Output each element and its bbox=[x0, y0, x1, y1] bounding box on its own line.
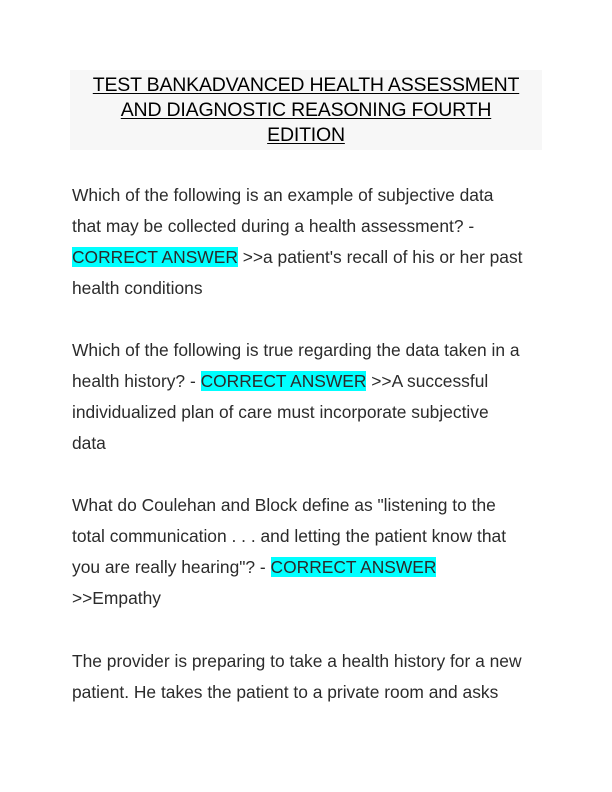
q4-line-2: patient. He takes the patient to a private room and asks bbox=[72, 682, 499, 702]
question-block-1 bbox=[72, 180, 552, 304]
q4-line-1: The provider is preparing to take a health history for a new bbox=[72, 651, 522, 671]
q3-line-2: total communication . . . and letting the patient know that bbox=[72, 526, 507, 546]
question-block-2 bbox=[72, 335, 552, 459]
q1-line-4: health conditions bbox=[72, 278, 203, 298]
correct-answer-highlight: CORRECT ANSWER bbox=[72, 247, 238, 267]
q3-question-end: you are really hearing"? - bbox=[72, 557, 271, 577]
title-line-3: EDITION bbox=[267, 124, 345, 146]
q2-answer: >>A successful bbox=[366, 371, 489, 391]
q3-line-3 bbox=[72, 552, 552, 583]
q3-line-4: >>Empathy bbox=[72, 588, 161, 608]
title-line-1: TEST BANKADVANCED HEALTH ASSESSMENT bbox=[92, 74, 520, 96]
q2-question-end: health history? - bbox=[72, 371, 201, 391]
q2-line-4: data bbox=[72, 433, 106, 453]
correct-answer-highlight: CORRECT ANSWER bbox=[270, 557, 437, 577]
title-line-2: AND DIAGNOSTIC REASONING FOURTH bbox=[120, 99, 492, 121]
correct-answer-highlight: CORRECT ANSWER bbox=[200, 371, 367, 391]
q3-line-1: What do Coulehan and Block define as "listening to the bbox=[72, 495, 496, 515]
q2-line-2 bbox=[72, 366, 552, 397]
q1-line-2: that may be collected during a health assessment? - bbox=[72, 216, 475, 236]
q1-answer: >>a patient's recall of his or her past bbox=[237, 247, 523, 267]
q2-line-1: Which of the following is true regarding the data taken in a bbox=[72, 340, 520, 360]
q1-line-1: Which of the following is an example of subjective data bbox=[72, 185, 494, 205]
document-title bbox=[70, 70, 542, 150]
question-block-4 bbox=[72, 646, 552, 708]
question-block-3 bbox=[72, 490, 552, 614]
q1-line-3 bbox=[72, 242, 552, 273]
q2-line-3: individualized plan of care must incorporate subjective bbox=[72, 402, 489, 422]
